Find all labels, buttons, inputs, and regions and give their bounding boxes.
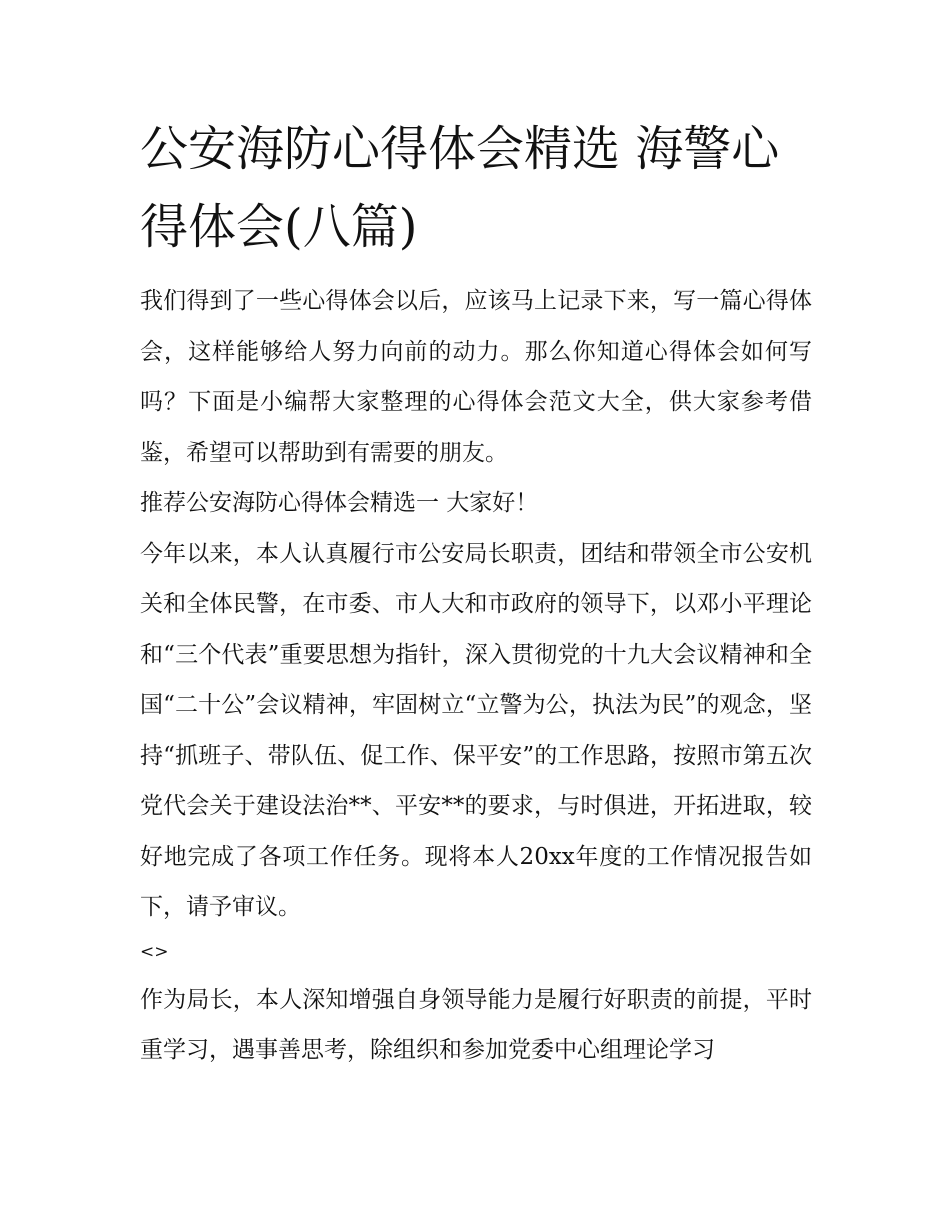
section-heading: 推荐公安海防心得体会精选一 大家好！ bbox=[140, 490, 539, 516]
placeholder-marker: <> bbox=[140, 941, 169, 962]
document-page bbox=[140, 110, 812, 1076]
intro-paragraph: 我们得到了一些心得体会以后，应该马上记录下来，写一篇心得体会，这样能够给人努力向前的动力。那么你知道心得体会如何写吗？下面是小编帮大家整理的心得体会范文大全，供大家参考借鉴，希望可以帮助到有需要的朋友。 bbox=[140, 288, 812, 466]
body-paragraph: 作为局长，本人深知增强自身领导能力是履行好职责的前提，平时重学习，遇事善思考，除组织和参加党委中心组理论学习 bbox=[140, 986, 812, 1063]
body-paragraph: 今年以来，本人认真履行市公安局长职责，团结和带领全市公安机关和全体民警，在市委、市人大和市政府的领导下，以邓小平理论和“三个代表”重要思想为指针，深入贯彻党的十九大会议精神和全国“二十公”会议精神，牢固树立“立警为公，执法为民”的观念，坚持“抓班子、带队伍、促工作、保平安”的工作思路，按照市第五次党代会关于建设法治**、平安**的要求，与时俱进，开拓进取，较好地完成了各项工作任务。现将本人20xx年度的工作情况报告如下，请予审议。 bbox=[140, 540, 812, 920]
document-title: 公安海防心得体会精选 海警心得体会(八篇) bbox=[140, 121, 780, 255]
